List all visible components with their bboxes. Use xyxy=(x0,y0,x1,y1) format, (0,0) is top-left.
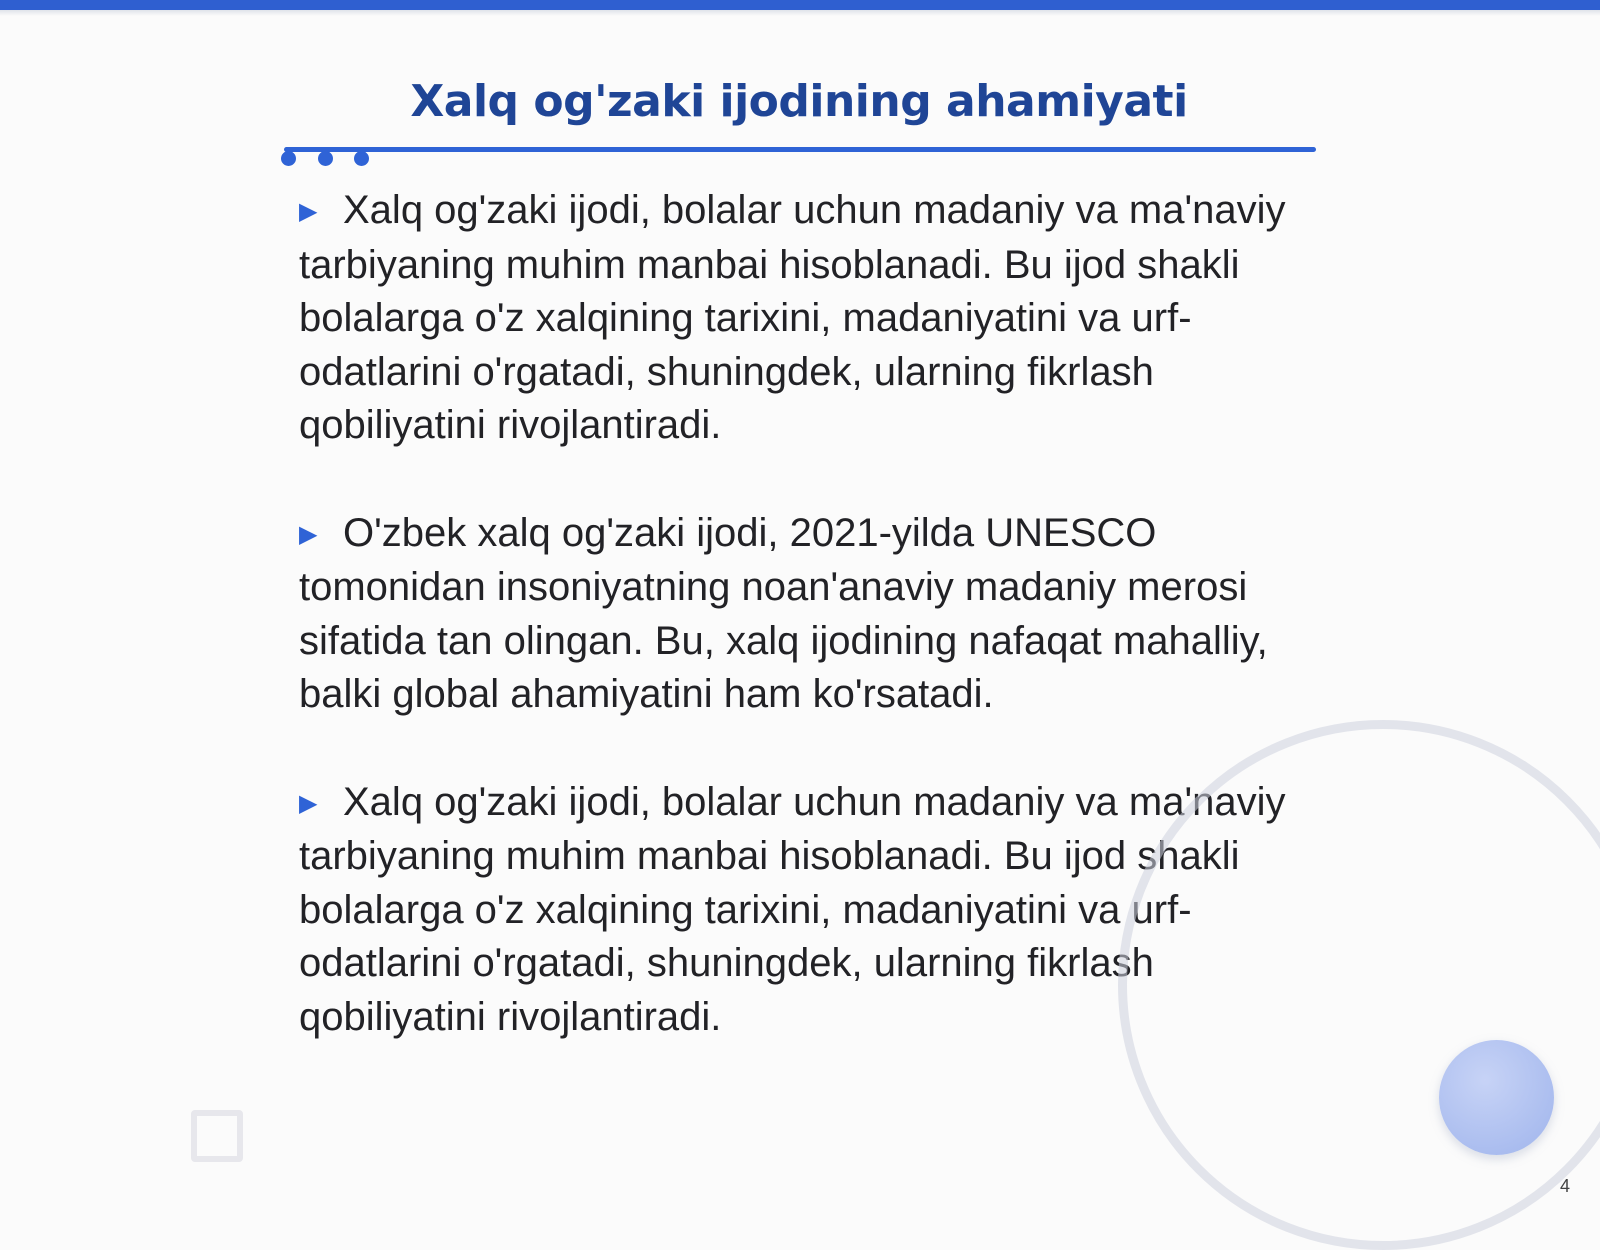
underline-dot-3 xyxy=(354,151,369,166)
underline-dot-1 xyxy=(281,151,296,166)
page-number: 4 xyxy=(1559,1176,1570,1196)
decorative-square xyxy=(191,1110,243,1162)
decorative-circle xyxy=(1439,1040,1554,1155)
title-underline xyxy=(284,147,1316,152)
bullet-paragraph-2 xyxy=(299,507,1339,722)
triangle-bullet-icon: ▶ xyxy=(299,520,318,548)
slide-title: Xalq og'zaki ijodining ahamiyati xyxy=(410,76,1188,127)
top-accent-bar xyxy=(0,0,1600,10)
paragraph-text: O'zbek xalq og'zaki ijodi, 2021-yilda UNESCO tomonidan insoniyatning noan'anaviy madaniy merosi sifatida tan olingan. Bu, xalq ijodining nafaqat mahalliy, balki global ahamiyatini ham ko'rsatadi. xyxy=(299,510,1268,716)
triangle-bullet-icon: ▶ xyxy=(299,789,318,817)
paragraph-text: Xalq og'zaki ijodi, bolalar uchun madaniy va ma'naviy tarbiyaning muhim manbai hisoblanadi. Bu ijod shakli bolalarga o'z xalqining tarixini, madaniyatini va urf-odatlarini o'rgatadi, shuningdek, ularning fikrlash qobiliyatini rivojlantiradi. xyxy=(299,188,1286,447)
underline-dot-2 xyxy=(318,151,333,166)
top-bar-shadow xyxy=(0,10,1600,16)
bullet-paragraph-1 xyxy=(299,184,1339,453)
triangle-bullet-icon: ▶ xyxy=(299,198,318,225)
paragraph-text: Xalq og'zaki ijodi, bolalar uchun madaniy va ma'naviy tarbiyaning muhim manbai hisoblanadi. Bu ijod shakli bolalarga o'z xalqining tarixini, madaniyatini va urf-odatlarini o'rgatadi, shuningdek, ularning fikrlash qobiliyatini rivojlantiradi. xyxy=(299,779,1286,1039)
